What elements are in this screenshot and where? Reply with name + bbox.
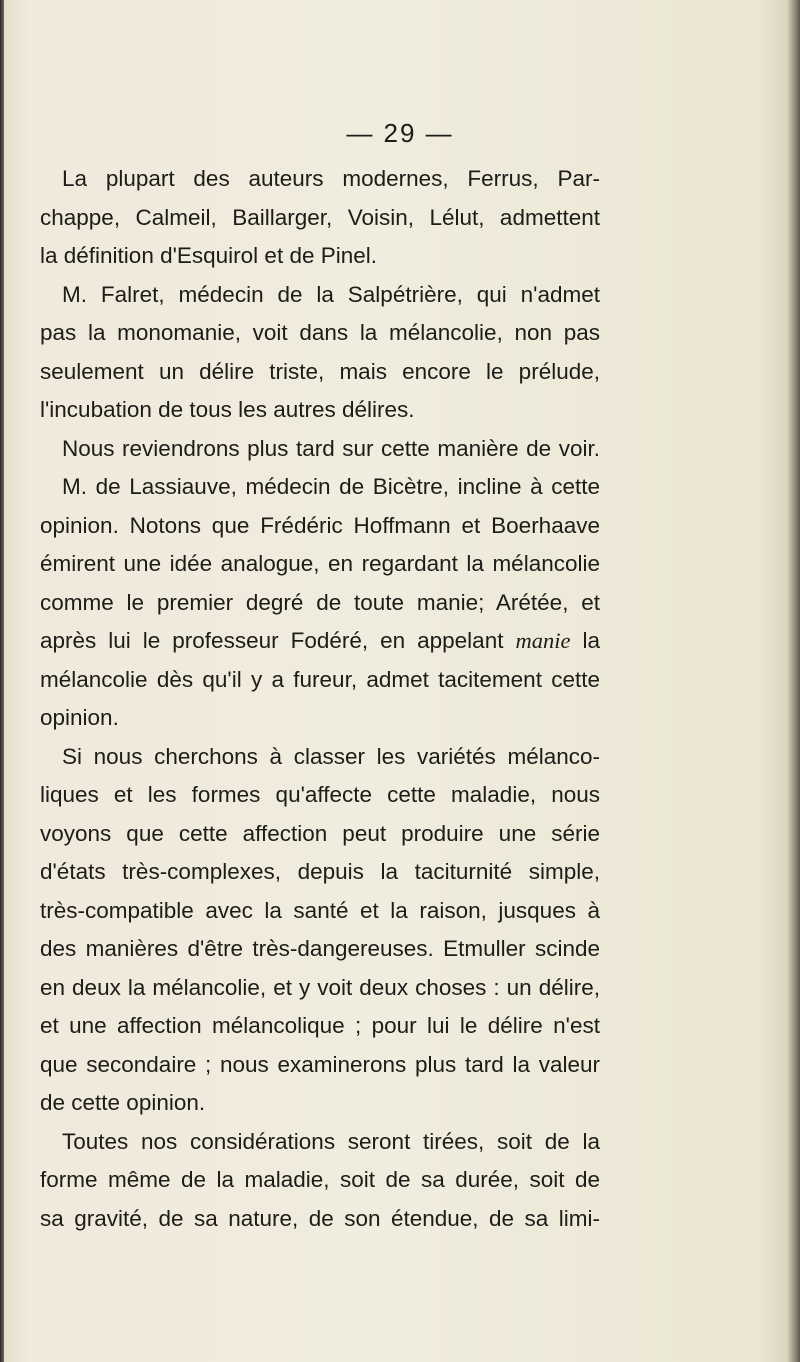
- text-line: chappe, Calmeil, Baillarger, Voisin, Lélut, admettent: [40, 204, 600, 230]
- text-line: Nous reviendrons plus tard sur cette manière de voir.: [62, 435, 600, 461]
- italic-term: manie: [515, 628, 571, 653]
- text-line: la définition d'Esquirol et de Pinel.: [40, 243, 378, 268]
- text-line: que secondaire ; nous examinerons plus tard la valeur: [40, 1051, 600, 1077]
- page-right-edge: [788, 0, 800, 1362]
- text-segment: après lui le professeur Fodéré, en appelant: [40, 628, 504, 653]
- page-number: — 29 —: [346, 118, 454, 148]
- text-line: voyons que cette affection peut produire une série: [40, 820, 600, 846]
- text-line: comme le premier degré de toute manie; Arétée, et: [40, 589, 600, 615]
- text-line: Toutes nos considérations seront tirées, soit de la: [62, 1128, 600, 1154]
- text-segment: la: [582, 628, 600, 653]
- text-line: La plupart des auteurs modernes, Ferrus, Par-: [62, 166, 600, 191]
- text-line: mélancolie dès qu'il y a fureur, admet tacitement cette: [40, 666, 600, 692]
- text-line: et une affection mélancolique ; pour lui le délire n'est: [40, 1013, 600, 1038]
- text-line: émirent une idée analogue, en regardant la mélancolie: [40, 551, 600, 576]
- text-line: pas la monomanie, voit dans la mélancolie, non pas: [40, 320, 600, 345]
- text-line: l'incubation de tous les autres délires.: [40, 397, 415, 422]
- text-line: M. de Lassiauve, médecin de Bicètre, incline à cette: [62, 474, 600, 499]
- page-left-edge: [0, 0, 4, 1362]
- text-line: de cette opinion.: [40, 1090, 206, 1115]
- text-line: des manières d'être très-dangereuses. Etmuller scinde: [40, 936, 600, 961]
- text-line: sa gravité, de sa nature, de son étendue, de sa limi-: [40, 1205, 600, 1231]
- text-line: en deux la mélancolie, et y voit deux choses : un délire,: [40, 974, 600, 1000]
- text-line: forme même de la maladie, soit de sa durée, soit de: [40, 1167, 600, 1192]
- text-line-mixed: [40, 622, 600, 661]
- text-line: seulement un délire triste, mais encore le prélude,: [40, 358, 600, 384]
- text-line: Si nous cherchons à classer les variétés mélanco-: [62, 743, 600, 769]
- body-text: [40, 160, 600, 1238]
- text-line: très-compatible avec la santé et la raison, jusques à: [40, 897, 600, 923]
- text-line: liques et les formes qu'affecte cette maladie, nous: [40, 782, 600, 807]
- text-line: d'états très-complexes, depuis la taciturnité simple,: [40, 859, 600, 884]
- text-line: opinion.: [40, 705, 119, 730]
- text-line: opinion. Notons que Frédéric Hoffmann et Boerhaave: [40, 512, 600, 538]
- text-line: M. Falret, médecin de la Salpétrière, qui n'admet: [62, 281, 600, 307]
